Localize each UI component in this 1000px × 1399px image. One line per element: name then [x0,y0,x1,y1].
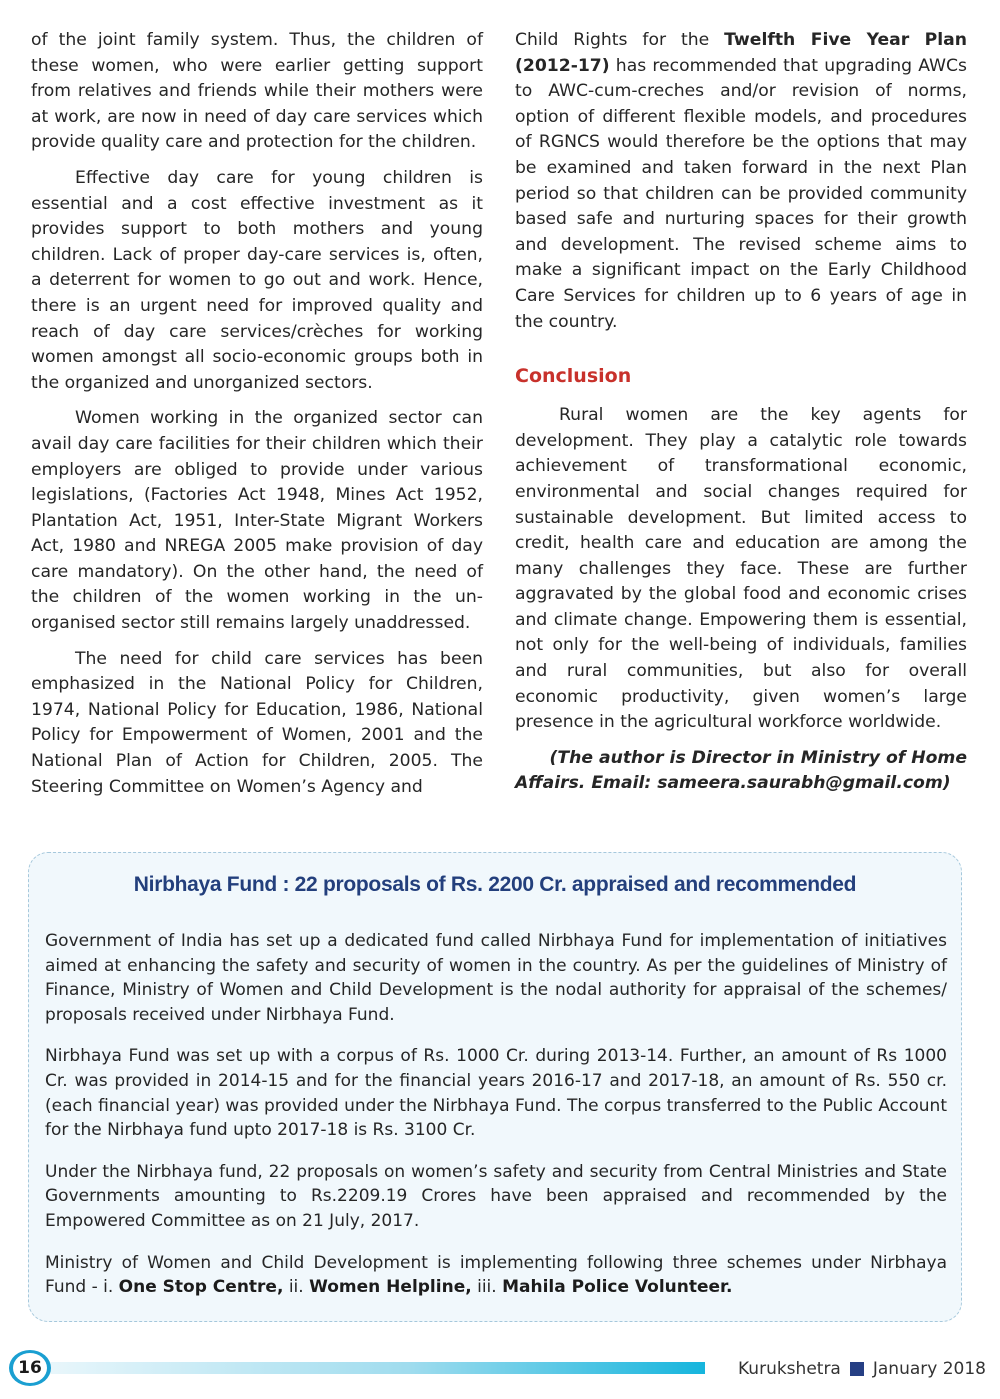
scheme-one-stop-centre: One Stop Centre, [118,1277,284,1298]
box-paragraph-4-intro: Ministry of Women and Child Development is implementing following three schemes under Nirbhaya Fund - i. [45,1252,947,1298]
box-paragraph-2: Nirbhaya Fund was set up with a corpus of Rs. 1000 Cr. during 2013-14. Further, an amount of Rs 1000 Cr. was provided in 2014-15 and for the financial years 2016-17 and 2017-18, an amount of Rs. 550 cr. (each financial year) was provided under the Nirbhaya Fund. The corpus transferred to the Public Account for the Nirbhaya fund upto 2017-18 is Rs. 3100 Cr. [45,1046,947,1141]
author-note-line-1: (The author is Director in Ministry of Home [549,747,967,768]
publication-name: Kurukshetra [738,1359,841,1379]
separator-square-icon [850,1362,864,1376]
box-paragraph-1: Government of India has set up a dedicated fund called Nirbhaya Fund for implementation of initiatives aimed at enhancing the safety and security of women in the country. As per the guidelines of Ministry of Finance, Ministry of Women and Child Development is the nodal authority for appraisal of the schemes/ proposals received under Nirbhaya Fund. [45,931,947,1025]
box-body [45,929,947,1317]
box-title: Nirbhaya Fund : 22 proposals of Rs. 2200 Cr. appraised and recommended [133,873,857,896]
left-paragraph-1: of the joint family system. Thus, the children of these women, who were earlier getting support from relatives and friends while their mothers were at work, are now in need of day care services which provide quality care and protection for the children. [31,30,483,153]
left-column [31,28,483,810]
conclusion-paragraph: Rural women are the key agents for development. They play a catalytic role towards achievement of transformational economic, environmental and social changes required for sustainable development. But limited access to credit, health care and education are among the many challenges they face. These are further aggravated by the global food and economic crises and climate change. Empowering them is essential, not only for the well-being of individuals, families and rural communities, but also for overall economic productivity, given women’s large presence in the agricultural workforce worldwide. [515,405,967,733]
page-number-badge [9,1350,51,1386]
right-paragraph-1 [515,28,967,335]
right-paragraph-1-start: Child Rights for the [515,30,725,50]
nirbhaya-fund-box [28,852,962,1322]
right-paragraph-1-rest: has recommended that upgrading AWCs to AWC-cum-creches and/or revision of norms, option of different flexible models, and procedures of RGNCS would therefore be the options that may be examined and taken forward in the next Plan period so that children can be provided community based safe and nurturing spaces for their growth and development. The revised scheme aims to make a significant impact on the Early Childhood Care Services for children up to 6 years of age in the country. [515,55,967,332]
left-paragraph-2: Effective day care for young children is essential and a cost effective investment as it provides support to both mothers and young children. Lack of proper day-care services is, often, a deterrent for women to go out and work. Hence, there is an urgent need for improved quality and reach of day care services/crèches for working women amongst all socio-economic groups both in the organized and unorganized sectors. [31,167,483,393]
issue-date: January 2018 [872,1359,986,1379]
left-paragraph-4: The need for child care services has been emphasized in the National Policy for Children, 1974, National Policy for Education, 1986, National Policy for Empowerment of Women, 2001 and the National Plan of Action for Children, 2005. The Steering Committee on Women’s Agency and [31,648,483,797]
box-paragraph-3: Under the Nirbhaya fund, 22 proposals on women’s safety and security from Central Ministries and State Governments amounting to Rs.2209.19 Crores have been appraised and recommended by the Empowered Committee as on 21 July, 2017. [45,1161,947,1231]
author-note [515,746,967,797]
scheme-separator-3: iii. [471,1277,503,1298]
scheme-mahila-police-volunteer: Mahila Police Volunteer. [502,1277,733,1298]
scheme-women-helpline: Women Helpline, [309,1277,472,1298]
left-paragraph-3: Women working in the organized sector can avail day care facilities for their children which their employers are obliged to provide under various legislations, (Factories Act 1948, Mines Act 1952, Plantation Act, 1951, Inter-State Migrant Workers Act, 1980 and NREGA 2005 make provision of day care mandatory). On the other hand, the need of the children of the women working in the un-organised sector still remains largely unaddressed. [31,408,483,634]
author-note-line-2: Affairs. Email: sameera.saurabh@gmail.com) [515,773,951,794]
scheme-separator-2: ii. [283,1277,310,1298]
box-paragraph-4 [45,1251,947,1300]
plan-name: Twelfth Five Year Plan (2012-17) [515,30,967,76]
footer-gradient-bar [50,1362,705,1374]
conclusion-heading: Conclusion [515,365,632,388]
footer-publication-info [738,1359,986,1379]
page-number: 16 [13,1353,47,1383]
right-column [515,28,967,797]
